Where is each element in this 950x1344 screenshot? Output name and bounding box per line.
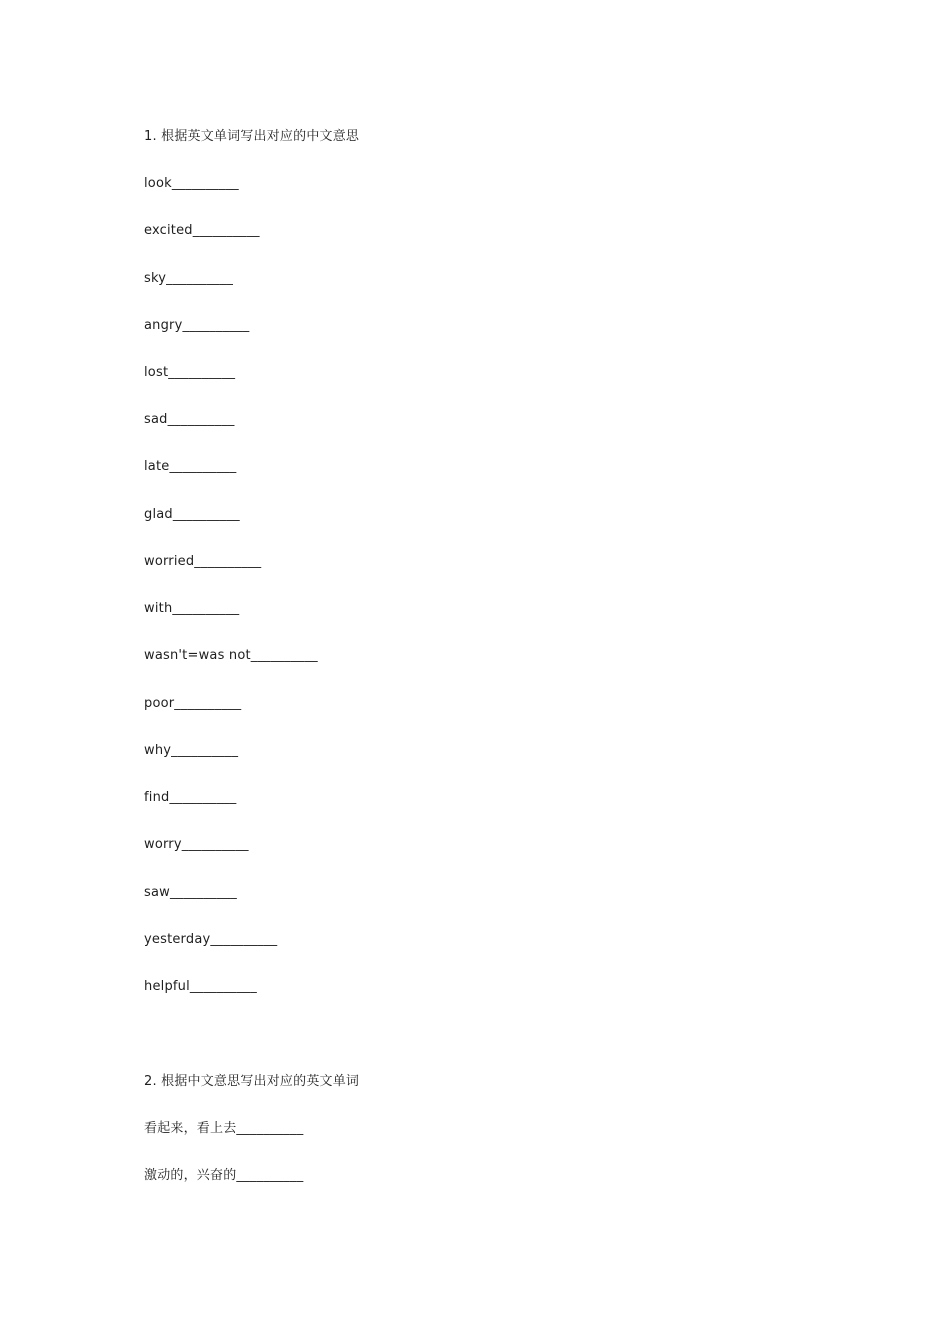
word-item: 看起来，看上去__________: [144, 1121, 304, 1136]
word-item: helpful__________: [144, 979, 257, 994]
word-item: sad__________: [144, 412, 235, 427]
word-item: poor__________: [144, 696, 242, 711]
word-item: excited__________: [144, 223, 260, 238]
word-item: late__________: [144, 459, 237, 474]
word-item: 激动的，兴奋的__________: [144, 1168, 304, 1183]
word-item: sky__________: [144, 271, 234, 286]
section2-heading: 2. 根据中文意思写出对应的英文单词: [144, 1074, 360, 1089]
word-item: lost__________: [144, 365, 236, 380]
word-item: look__________: [144, 176, 239, 191]
word-item: with__________: [144, 601, 240, 616]
word-item: angry__________: [144, 318, 250, 333]
word-item: glad__________: [144, 507, 240, 522]
word-item: find__________: [144, 790, 237, 805]
word-item: why__________: [144, 743, 239, 758]
section1-heading: 1. 根据英文单词写出对应的中文意思: [144, 129, 360, 144]
word-item: worried__________: [144, 554, 262, 569]
word-item: worry__________: [144, 837, 249, 852]
word-item: yesterday__________: [144, 932, 278, 947]
word-item: wasn't=was not__________: [144, 648, 318, 663]
word-item: saw__________: [144, 885, 237, 900]
